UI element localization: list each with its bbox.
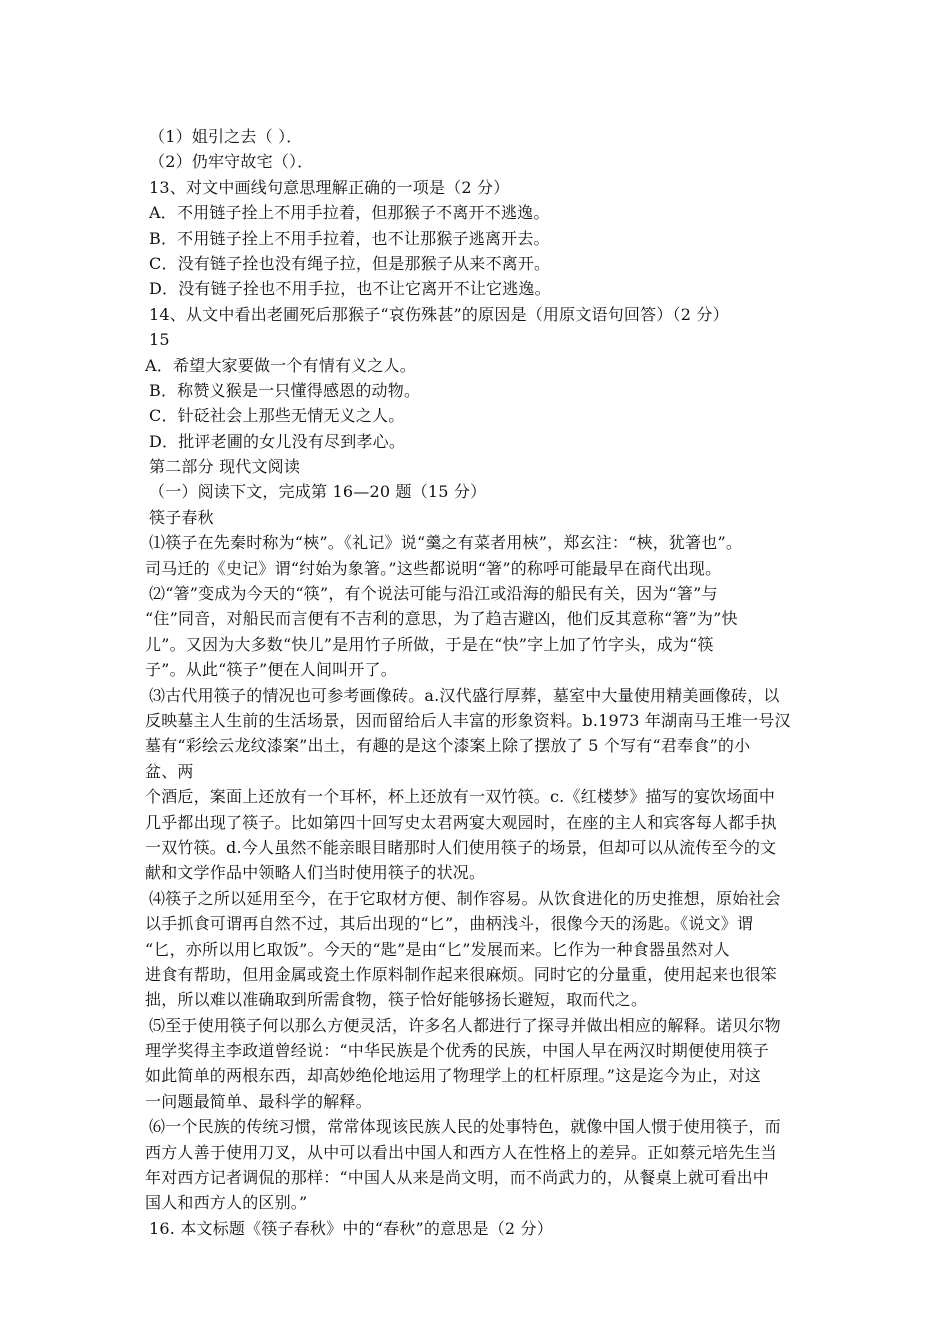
paragraph-5 [145,1013,825,1115]
paragraph-6 [145,1114,825,1216]
paragraph-line: 个酒卮，案面上还放有一个耳杯，杯上还放有一双竹筷。c.《红楼梦》描写的宴饮场面中 [145,787,776,807]
paragraph-line: 西方人善于使用刀叉，从中可以看出中国人和西方人在性格上的差异。正如蔡元培先生当 [145,1142,777,1162]
paragraph-line: 墓有“彩绘云龙纹漆案”出土，有趣的是这个漆案上除了摆放了 5 个写有“君奉食”的小 [145,736,751,756]
paragraph-line: 以手抓食可谓再自然不过，其后出现的“匕”，曲柄浅斗，很像今天的汤匙。《说文》谓 [145,914,754,934]
answer-line-2: （2）仍牢守故宅（）． [149,152,314,172]
paragraph-line: 一问题最简单、最科学的解释。 [145,1091,372,1111]
paragraph-line: ⑸至于使用筷子何以那么方便灵活，许多名人都进行了探寻并做出相应的解释。诺贝尔物 [149,1015,781,1035]
paragraph-line: ⑷筷子之所以延用至今，在于它取材方便、制作容易。从饮食进化的历史推想，原始社会 [149,888,781,908]
paragraph-line: ⑵“箸”变成为今天的“筷”，有个说法可能与沿江或沿海的船民有关，因为“箸”与 [149,584,718,604]
q13-option-c: C．没有链子拴也没有绳子拉，但是那猴子从来不离开。 [149,253,551,273]
paragraph-line: ⑹一个民族的传统习惯，常常体现该民族人民的处事特色，就像中国人惯于使用筷子，而 [149,1117,781,1137]
paragraph-line: 子”。从此“筷子”便在人间叫开了。 [145,660,397,680]
paragraph-line: 反映墓主人生前的生活场景，因而留给后人丰富的形象资料。b.1973 年湖南马王堆一号汉 [145,710,791,730]
paragraph-3 [145,683,825,886]
paragraph-line: 拙，所以难以准确取到所需食物，筷子恰好能够扬长避短，取而代之。 [145,990,648,1010]
q13-option-b: B．不用链子拴上不用手拉着，也不让那猴子逃离开去。 [149,228,550,248]
q13-option-d: D．没有链子拴也不用手拉，也不让它离开不让它逃逸。 [149,279,551,299]
document-body [145,124,825,1241]
paragraph-4 [145,886,825,1013]
paragraph-line: 理学奖得主李政道曾经说：“中华民族是个优秀的民族，中国人早在两汉时期便使用筷子 [145,1041,769,1061]
paragraph-line: 几乎都出现了筷子。比如第四十回写史太君两宴大观园时，在座的主人和宾客每人都手执 [145,812,777,832]
question-14: 14、从文中看出老圃死后那猴子“哀伤殊甚”的原因是（用原文语句回答）（2 分） [149,304,729,324]
paragraph-line: 儿”。又因为大多数“快儿”是用竹子所做，于是在“快”字上加了竹字头，成为“筷 [145,634,714,654]
article-title: 筷子春秋 [149,507,214,527]
paragraph-2 [145,581,825,683]
paragraph-line: ⑴筷子在先秦时称为“梜”。《礼记》说“羹之有菜者用梜”，郑玄注：“梜，犹箸也”。 [149,533,743,553]
question-16: 16. 本文标题《筷子春秋》中的“春秋”的意思是（2 分） [149,1218,553,1238]
paragraph-line: 国人和西方人的区别。” [145,1193,308,1213]
paragraph-line: 献和文学作品中领略人们当时使用筷子的状况。 [145,863,486,883]
q15-option-d: D．批评老圃的女儿没有尽到孝心。 [149,431,406,451]
question-13: 13、对文中画线句意思理解正确的一项是（2 分） [149,177,510,197]
paragraph-line: 如此简单的两根东西，却高妙绝伦地运用了物理学上的杠杆原理。”这是迄今为止，对这 [145,1066,761,1086]
q13-option-a: A．不用链子拴上不用手拉着，但那猴子不离开不逃逸。 [149,203,550,223]
q15-option-c: C．针砭社会上那些无情无义之人。 [149,406,405,426]
paragraph-line: 一双竹筷。d.今人虽然不能亲眼目睹那时人们使用筷子的场景，但却可以从流传至今的文 [145,837,777,857]
paragraph-line: 年对西方记者调侃的那样：“中国人从来是尚文明，而不尚武力的，从餐桌上就可看出中 [145,1168,769,1188]
paragraph-line: 进食有帮助，但用金属或瓷土作原料制作起来很麻烦。同时它的分量重，使用起来也很笨 [145,964,777,984]
q15-option-b: B．称赞义猴是一只懂得感恩的动物。 [149,380,421,400]
reading-instruction: （一）阅读下文，完成第 16—20 题（15 分） [149,482,487,502]
paragraph-line: ⑶古代用筷子的情况也可参考画像砖。a.汉代盛行厚葬，墓室中大量使用精美画像砖，以 [149,685,780,705]
paragraph-line: “住”同音，对船民而言便有不吉利的意思，为了趋吉避凶，他们反其意称“箸”为”快 [145,609,738,629]
paragraph-line: 盆、两 [145,761,194,781]
paragraph-line: 司马迁的《史记》谓“纣始为象箸。”这些都说明“箸”的称呼可能最早在商代出现。 [145,558,722,578]
answer-line-1: （1）姐引之去（ ）． [149,127,303,146]
paragraph-line: “匕，亦所以用匕取饭”。今天的“匙”是由“匕”发展而来。匕作为一种食器虽然对人 [145,939,730,959]
question-15: 15 [149,330,170,350]
q15-option-a: A．希望大家要做一个有情有义之人。 [145,355,416,375]
section-heading: 第二部分 现代文阅读 [149,457,301,477]
paragraph-1 [145,530,825,581]
